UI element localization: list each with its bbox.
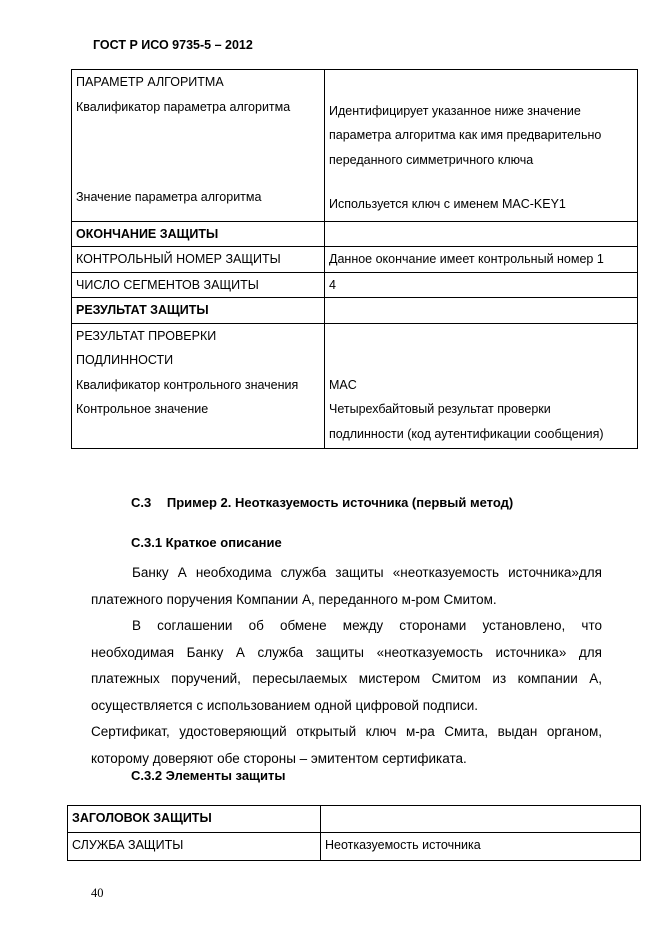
cell-security-result: РЕЗУЛЬТАТ ЗАЩИТЫ — [72, 298, 325, 324]
cell-security-reference-number: КОНТРОЛЬНЫЙ НОМЕР ЗАЩИТЫ — [72, 247, 325, 273]
cell-right: 4 — [325, 272, 638, 298]
paragraph-3: Сертификат, удостоверяющий открытый ключ м-ра Смита, выдан органом, которому доверяют обе стороны – эмитентом сертификата. — [91, 724, 602, 766]
line-blank — [329, 172, 633, 192]
line-blank — [76, 144, 320, 169]
line-description-3: переданного симметричного ключа — [329, 152, 534, 167]
section-c3-number: С.3 — [131, 495, 152, 510]
section-c31-heading: С.3.1 Краткое описание — [131, 535, 282, 550]
cell-security-header: ЗАГОЛОВОК ЗАЩИТЫ — [68, 806, 321, 833]
table-row — [72, 323, 638, 449]
line-blank — [329, 348, 633, 373]
line-blank — [76, 119, 320, 144]
cell-left — [72, 70, 325, 222]
cell-segment-count: ЧИСЛО СЕГМЕНТОВ ЗАЩИТЫ — [72, 272, 325, 298]
page-number: 40 — [91, 886, 104, 900]
line-control-value: Контрольное значение — [76, 402, 209, 416]
cell-left — [72, 323, 325, 449]
line-blank — [329, 324, 633, 349]
table-row — [68, 806, 641, 833]
table-row — [72, 70, 638, 222]
table-security-elements — [67, 805, 641, 861]
line-description-1: Идентифицирует указанное ниже значение — [329, 103, 581, 118]
cell-right — [325, 221, 638, 247]
cell-right — [325, 70, 638, 222]
cell-security-service: СЛУЖБА ЗАЩИТЫ — [68, 833, 321, 861]
line-result-description-1: Четырехбайтовый результат проверки — [329, 402, 551, 416]
table-row — [72, 221, 638, 247]
cell-security-trailer: ОКОНЧАНИЕ ЗАЩИТЫ — [72, 221, 325, 247]
line-description-2: параметра алгоритма как имя предварительно — [329, 128, 602, 142]
cell-right: Неотказуемость источника — [321, 833, 641, 861]
cell-right — [325, 298, 638, 324]
line-algorithm-parameter-value: Значение параметра алгоритма — [76, 189, 262, 204]
section-c32-heading: С.3.2 Элементы защиты — [131, 768, 286, 783]
line-validation-result: РЕЗУЛЬТАТ ПРОВЕРКИ — [76, 328, 217, 343]
table-row — [72, 247, 638, 273]
paragraph-2: В соглашении об обмене между сторонами установлено, что необходимая Банку А служба защиты «неотказуемость источника» для платежных поручений, пересылаемых мистером Смитом из компании А, осуществляется с использованием одной цифровой подписи. — [91, 618, 602, 713]
line-control-value-qualifier: Квалификатор контрольного значения — [76, 377, 299, 392]
line-key-usage: Используется ключ с именем MAC-KEY1 — [329, 197, 566, 211]
cell-right: Данное окончание имеет контрольный номер 1 — [325, 247, 638, 273]
section-c3-heading — [131, 495, 513, 510]
line-authenticity: ПОДЛИННОСТИ — [76, 353, 174, 367]
cell-right — [321, 806, 641, 833]
line-algorithm-parameter-qualifier: Квалификатор параметра алгоритма — [76, 99, 291, 114]
line-algorithm-parameter: ПАРАМЕТР АЛГОРИТМА — [76, 75, 224, 89]
body-text — [91, 560, 602, 772]
table-row — [68, 833, 641, 861]
section-c3-title: Пример 2. Неотказуемость источника (первый метод) — [166, 495, 514, 510]
document-header: ГОСТ Р ИСО 9735-5 – 2012 — [93, 38, 253, 52]
table-row — [72, 272, 638, 298]
paragraph-1: Банку А необходима служба защиты «неотказуемость источника»для платежного поручения Компании А, переданного м-ром Смитом. — [91, 565, 602, 607]
table-algorithm-parameters — [71, 69, 638, 449]
line-blank — [76, 422, 320, 447]
line-blank — [329, 70, 633, 95]
cell-right — [325, 323, 638, 449]
line-mac: MAC — [329, 377, 357, 392]
line-result-description-2: подлинности (код аутентификации сообщения) — [329, 426, 604, 441]
table-row — [72, 298, 638, 324]
